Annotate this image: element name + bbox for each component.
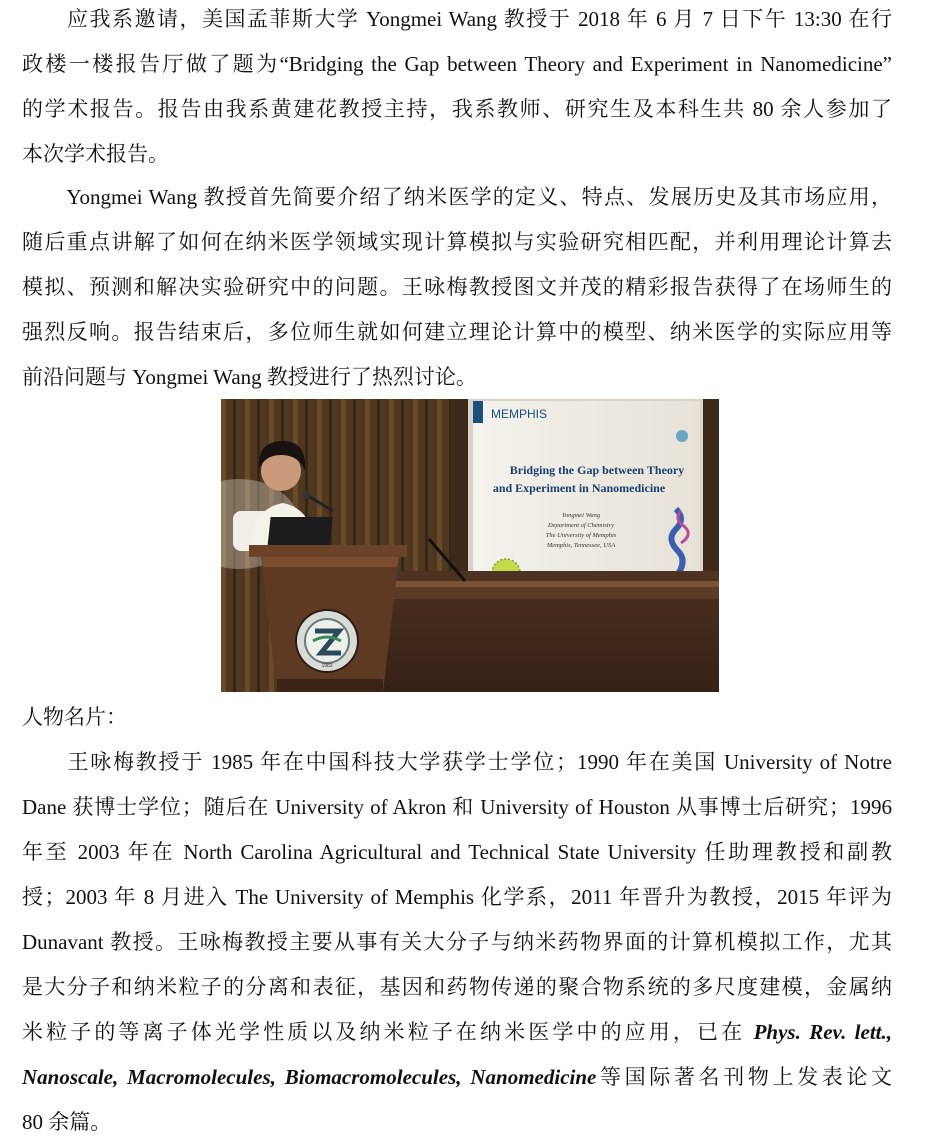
text-line: 随后重点讲解了如何在纳米医学领域实现计算模拟与实验研究相匹配，并利用理论计算去 xyxy=(22,230,892,254)
laptop-icon xyxy=(267,517,332,547)
text-line: 本次学术报告。 xyxy=(22,142,169,166)
paragraph-biography xyxy=(22,740,892,1145)
text-line xyxy=(22,1055,892,1100)
text-line: 王咏梅教授于 1985 年在中国科技大学获学士学位；1990 年在美国 University of Notre xyxy=(22,750,892,774)
journal-names: Nanoscale, Macromolecules, Biomacromolecules, Nanomedicine xyxy=(22,1065,597,1089)
text-line: 前沿问题与 Yongmei Wang 教授进行了热烈讨论。 xyxy=(22,365,477,389)
emblem-year: 1983 xyxy=(321,663,333,669)
slide-author-2: Department of Chemistry xyxy=(547,522,615,529)
text-line: 模拟、预测和解决实验研究中的问题。王咏梅教授图文并茂的精彩报告获得了在场师生的 xyxy=(22,275,892,299)
text-run: 米粒子的等离子体光学性质以及纳米粒子在纳米医学中的应用，已在 xyxy=(22,1020,754,1044)
text-line: 政楼一楼报告厅做了题为“Bridging the Gap between Theory and Experiment in Nanomedicine” xyxy=(22,52,892,76)
text-line: 应我系邀请，美国孟菲斯大学 Yongmei Wang 教授于 2018 年 6 月 7 日下午 13:30 在行 xyxy=(22,7,892,31)
text-line: Dane 获博士学位；随后在 University of Akron 和 University of Houston 从事博士后研究；1996 xyxy=(22,795,892,819)
text-line: 的学术报告。报告由我系黄建花教授主持，我系教师、研究生及本科生共 80 余人参加了 xyxy=(22,97,892,121)
paragraph-intro xyxy=(22,0,892,177)
text-line: Yongmei Wang 教授首先简要介绍了纳米医学的定义、特点、发展历史及其市场应用， xyxy=(22,185,892,209)
paragraph-report-content xyxy=(22,175,892,400)
slide-logo: MEMPHIS xyxy=(491,407,548,421)
slide-author-4: Memphis, Tennessee, USA xyxy=(546,542,616,549)
text-line: 年至 2003 年在 North Carolina Agricultural and Technical State University 任助理教授和副教 xyxy=(22,840,892,864)
slide-title-line-1: Bridging the Gap between Theory xyxy=(509,463,685,477)
text-run: 等国际著名刊物上发表论文 xyxy=(596,1065,893,1089)
text-line: 强烈反响。报告结束后，多位师生就如何建立理论计算中的模型、纳米医学的实际应用等 xyxy=(22,320,892,344)
slide-title-line-2: and Experiment in Nanomedicine xyxy=(492,481,666,495)
text-line: 授；2003 年 8 月进入 The University of Memphis 化学系，2011 年晋升为教授，2015 年评为 xyxy=(22,885,892,909)
slide-author-3: The University of Memphis xyxy=(545,532,617,539)
text-line: 80 余篇。 xyxy=(22,1110,112,1134)
lecture-photo xyxy=(221,399,719,692)
text-line: Dunavant 教授。王咏梅教授主要从事有关大分子与纳米药物界面的计算机模拟工作，尤其 xyxy=(22,930,892,954)
profile-label: 人物名片： xyxy=(22,705,127,729)
journal-names: Phys. Rev. lett., xyxy=(753,1020,893,1044)
slide-author-1: Yongmei Wang xyxy=(561,512,601,519)
text-line xyxy=(22,1010,892,1055)
text-line: 是大分子和纳米粒子的分离和表征，基因和药物传递的聚合物系统的多尺度建模，金属纳 xyxy=(22,975,892,999)
